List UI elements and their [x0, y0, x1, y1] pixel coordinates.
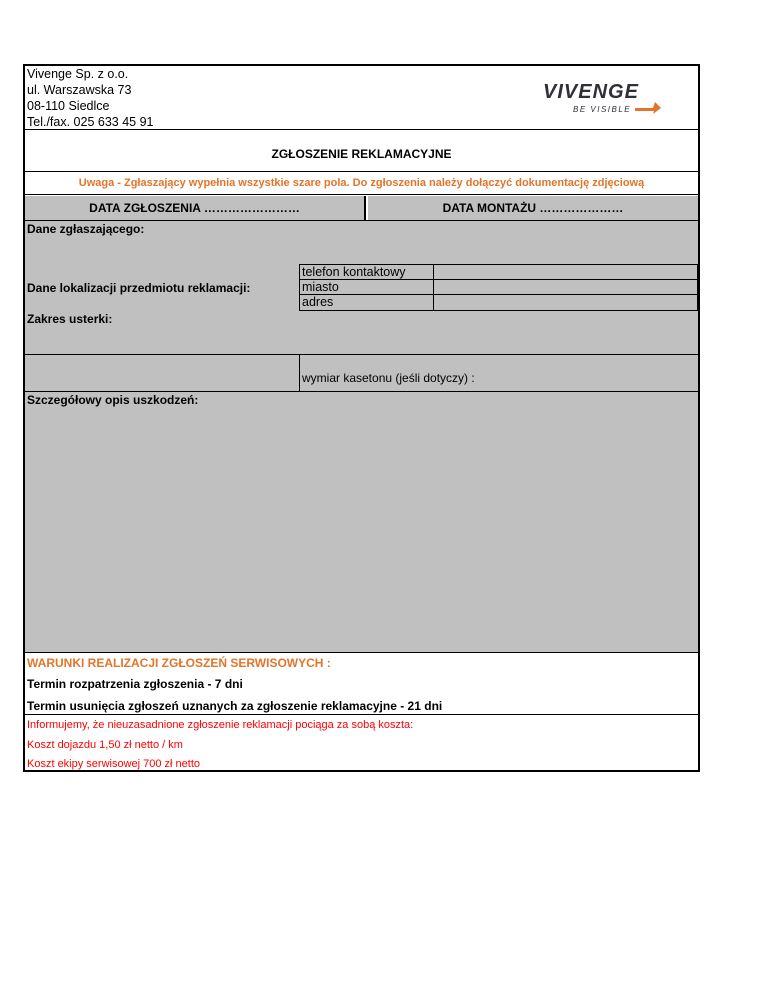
divider [25, 194, 698, 195]
zakres-usterki-filler [25, 355, 299, 391]
complaint-form [23, 64, 700, 772]
dane-zglaszajacego-label: Dane zgłaszającego: [27, 222, 145, 236]
wymiar-field[interactable] [299, 355, 698, 391]
vivenge-logo [543, 78, 663, 118]
adres-input[interactable] [433, 294, 698, 311]
company-phone: Tel./fax. 025 633 45 91 [27, 115, 154, 129]
telefon-input[interactable] [433, 264, 698, 280]
warunki-heading: WARUNKI REALIZACJI ZGŁOSZEŃ SERWISOWYCH : [27, 656, 331, 670]
miasto-label: miasto [299, 279, 434, 295]
company-street: ul. Warszawska 73 [27, 83, 132, 97]
company-city: 08-110 Siedlce [27, 99, 110, 113]
divider [25, 714, 698, 715]
svg-text:VIVENGE: VIVENGE [543, 81, 639, 103]
dane-lokalizacji-label: Dane lokalizacji przedmiotu reklamacji: [27, 281, 251, 295]
divider [25, 129, 698, 130]
opis-uszkodzen-field[interactable] [25, 392, 698, 652]
wymiar-label: wymiar kasetonu (jeśli dotyczy) : [302, 371, 475, 385]
zakres-usterki-label: Zakres usterki: [27, 312, 113, 326]
divider [25, 171, 698, 172]
company-name: Vivenge Sp. z o.o. [27, 67, 129, 81]
termin-usuniecia: Termin usunięcia zgłoszeń uznanych za zgłoszenie reklamacyjne - 21 dni [27, 699, 443, 713]
koszt-ekipy: Koszt ekipy serwisowej 700 zł netto [27, 758, 201, 770]
instruction-note: Uwaga - Zgłaszający wypełnia wszystkie szare pola. Do zgłoszenia należy dołączyć dokumentację zdjęciową [78, 177, 645, 189]
adres-label: adres [299, 294, 434, 311]
opis-uszkodzen-label: Szczegółowy opis uszkodzeń: [27, 393, 199, 407]
divider [25, 652, 698, 653]
svg-text:BE VISIBLE: BE VISIBLE [573, 105, 632, 114]
termin-rozpatrzenia: Termin rozpatrzenia zgłoszenia - 7 dni [27, 677, 243, 691]
data-zgloszenia-field[interactable] [25, 196, 366, 220]
koszt-dojazdu: Koszt dojazdu 1,50 zł netto / km [27, 739, 183, 751]
zakres-usterki-field[interactable] [25, 311, 698, 355]
telefon-label: telefon kontaktowy [299, 264, 434, 280]
form-title: ZGŁOSZENIE REKLAMACYJNE [271, 147, 452, 161]
dane-zglaszajacego-field[interactable] [25, 221, 698, 264]
data-zgloszenia-label: DATA ZGŁOSZENIA …………………… [89, 201, 300, 215]
miasto-input[interactable] [433, 279, 698, 295]
data-montazu-label: DATA MONTAŻU ………………… [442, 201, 624, 215]
data-montazu-field[interactable] [368, 196, 698, 220]
info-koszta: Informujemy, że nieuzasadnione zgłoszenie reklamacji pociąga za sobą koszta: [27, 719, 414, 731]
